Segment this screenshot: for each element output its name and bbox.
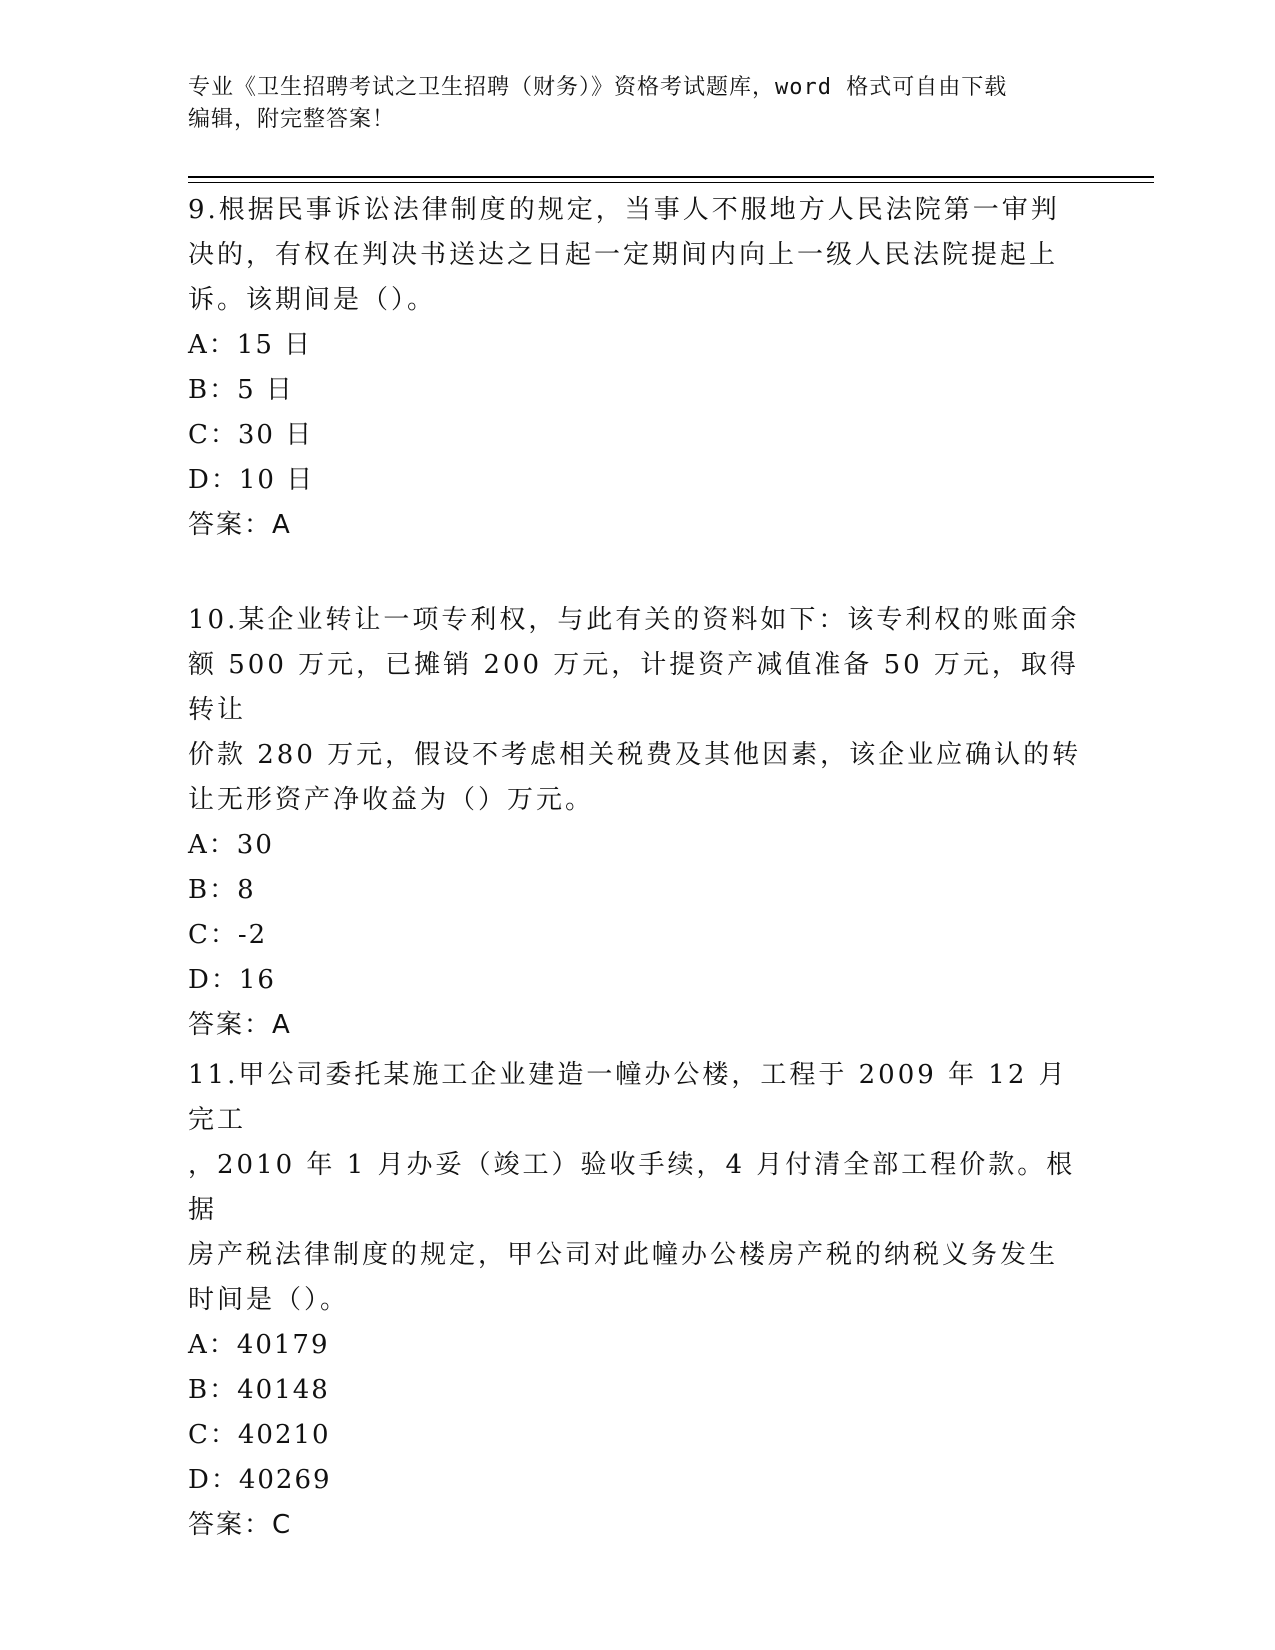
question-stem-line: 9.根据民事诉讼法律制度的规定，当事人不服地方人民法院第一审判 [188,195,1060,225]
question-stem-line: 时间是（）。 [188,1285,350,1315]
option-a: A：30 [188,830,274,860]
question-stem-line: 价款 280 万元，假设不考虑相关税费及其他因素，该企业应确认的转 [188,740,1082,770]
option-b: B：8 [188,875,256,905]
answer-label: 答案：A [188,510,292,540]
header-line-2: 编辑，附完整答案！ [188,107,396,132]
option-a: A：15 日 [188,330,313,360]
option-c: C：40210 [188,1420,331,1450]
option-d: D：10 日 [188,465,315,495]
header-divider-thin [188,182,1154,183]
option-d: D：16 [188,965,276,995]
option-c: C：30 日 [188,420,314,450]
option-b: B：5 日 [188,375,294,405]
question-11 [188,1053,1088,1548]
header-line-1: 专业《卫生招聘考试之卫生招聘（财务）》资格考试题库，word 格式可自由下载 [188,75,1008,100]
option-c: C：-2 [188,920,268,950]
option-b: B：40148 [188,1375,330,1405]
question-stem-line: 诉。该期间是（）。 [188,285,437,315]
question-stem-line: 房产税法律制度的规定，甲公司对此幢办公楼房产税的纳税义务发生 [188,1240,1059,1270]
option-d: D：40269 [188,1465,332,1495]
document-header [188,72,1088,136]
question-stem-line: 决的，有权在判决书送达之日起一定期间内向上一级人民法院提起上 [188,240,1059,270]
question-stem-line: ，2010 年 1 月办妥（竣工）验收手续，4 月付清全部工程价款。根据 [188,1150,1076,1225]
question-stem-line: 10.某企业转让一项专利权，与此有关的资料如下：该专利权的账面余 [188,605,1080,635]
question-stem-line: 让无形资产净收益为（）万元。 [188,785,595,815]
header-divider-thick [188,176,1154,178]
question-10 [188,598,1088,1048]
answer-label: 答案：A [188,1010,292,1040]
question-9 [188,188,1088,548]
question-stem-line: 11.甲公司委托某施工企业建造一幢办公楼，工程于 2009 年 12 月完工 [188,1060,1068,1135]
answer-label: 答案：C [188,1510,293,1540]
question-stem-line: 额 500 万元，已摊销 200 万元，计提资产减值准备 50 万元，取得转让 [188,650,1079,725]
option-a: A：40179 [188,1330,330,1360]
